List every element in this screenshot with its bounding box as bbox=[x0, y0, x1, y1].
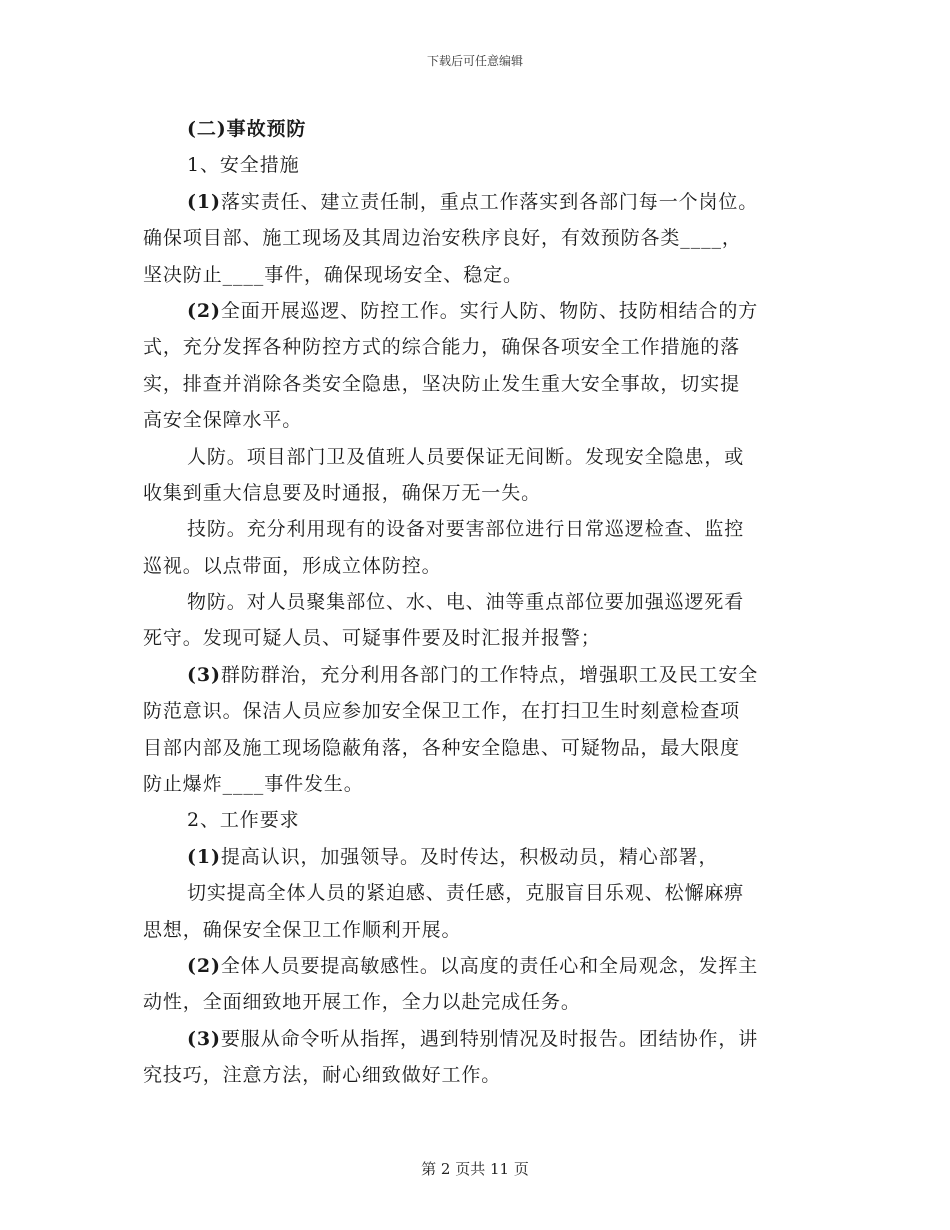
paragraph-line: 死守。发现可疑人员、可疑事件要及时汇报并报警； bbox=[143, 627, 601, 650]
paragraph-line: 确保项目部、施工现场及其周边治安秩序良好，有效预防各类____， bbox=[143, 227, 742, 250]
paragraph-line: 动性，全面细致地开展工作，全力以赴完成任务。 bbox=[143, 991, 581, 1014]
paragraph-line: 物防。对人员聚集部位、水、电、油等重点部位要加强巡逻死看 bbox=[187, 591, 745, 614]
paragraph-line: 高安全保障水平。 bbox=[143, 409, 303, 432]
item-number: (3) bbox=[187, 663, 221, 686]
page-header: 下载后可任意编辑 bbox=[426, 54, 523, 68]
paragraph-2 bbox=[143, 293, 813, 439]
item-number: (2) bbox=[187, 954, 221, 977]
requirement-1 bbox=[143, 839, 813, 948]
requirement-3 bbox=[143, 1021, 813, 1094]
paragraph-line: 究技巧，注意方法，耐心细致做好工作。 bbox=[143, 1064, 502, 1087]
paragraph-line: 坚决防止____事件，确保现场安全、稳定。 bbox=[143, 263, 523, 286]
requirement-2 bbox=[143, 948, 813, 1021]
paragraph-line: 防范意识。保洁人员应参加安全保卫工作，在打扫卫生时刻意检查项 bbox=[143, 700, 741, 723]
paragraph-line: 人防。项目部门卫及值班人员要保证无间断。发现安全隐患，或 bbox=[187, 445, 745, 468]
paragraph-line: 技防。充分利用现有的设备对要害部位进行日常巡逻检查、监控 bbox=[187, 518, 745, 541]
paragraph-line: 式，充分发挥各种防控方式的综合能力，确保各项安全工作措施的落 bbox=[143, 336, 741, 359]
paragraph-line: 全体人员要提高敏感性。以高度的责任心和全局观念，发挥主 bbox=[220, 954, 759, 977]
paragraph-line: 切实提高全体人员的紧迫感、责任感，克服盲目乐观、松懈麻痹 bbox=[187, 882, 745, 905]
paragraph-line: 实，排查并消除各类安全隐患，坚决防止发生重大安全事故，切实提 bbox=[143, 372, 741, 395]
paragraph-line: 落实责任、建立责任制，重点工作落实到各部门每一个岗位。 bbox=[220, 190, 759, 213]
paragraph-renfang bbox=[143, 439, 813, 512]
paragraph-line: 巡视。以点带面，形成立体防控。 bbox=[143, 554, 442, 577]
paragraph-line: 群防群治，充分利用各部门的工作特点，增强职工及民工安全 bbox=[220, 663, 759, 686]
paragraph-line: 防止爆炸____事件发生。 bbox=[143, 773, 364, 796]
item-number: (1) bbox=[187, 190, 221, 213]
paragraph-1 bbox=[143, 184, 813, 293]
subsection-title-safety-measures: 1、安全措施 bbox=[187, 154, 300, 177]
document-body bbox=[143, 111, 813, 1094]
paragraph-jifang bbox=[143, 511, 813, 584]
item-number: (1) bbox=[187, 845, 221, 868]
subsection-title-work-requirements: 2、工作要求 bbox=[187, 809, 300, 832]
paragraph-line: 收集到重大信息要及时通报，确保万无一失。 bbox=[143, 481, 542, 504]
paragraph-3 bbox=[143, 657, 813, 803]
paragraph-line: 全面开展巡逻、防控工作。实行人防、物防、技防相结合的方 bbox=[220, 299, 759, 322]
page-footer: 第 2 页共 11 页 bbox=[421, 1160, 529, 1178]
paragraph-line: 提高认识，加强领导。及时传达，积极动员，精心部署， bbox=[220, 845, 719, 868]
item-number: (2) bbox=[187, 299, 221, 322]
section-title: (二)事故预防 bbox=[187, 118, 307, 140]
item-number: (3) bbox=[187, 1027, 221, 1050]
paragraph-line: 目部内部及施工现场隐蔽角落，各种安全隐患、可疑物品，最大限度 bbox=[143, 736, 741, 759]
paragraph-line: 要服从命令听从指挥，遇到特别情况及时报告。团结协作，讲 bbox=[220, 1027, 759, 1050]
paragraph-line: 思想，确保安全保卫工作顺利开展。 bbox=[143, 918, 462, 941]
paragraph-wufang bbox=[143, 584, 813, 657]
